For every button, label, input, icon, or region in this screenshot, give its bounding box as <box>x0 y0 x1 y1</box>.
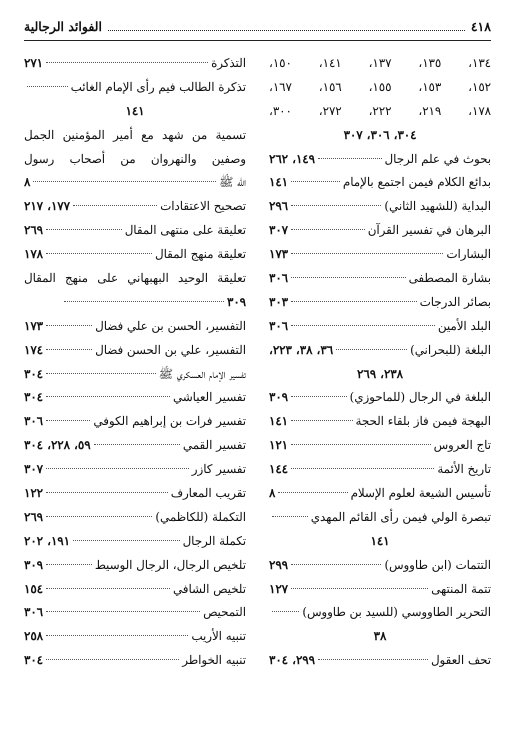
index-entry <box>24 601 246 625</box>
leader-dots <box>291 468 434 469</box>
entry-page-numbers: ٨ <box>269 486 276 501</box>
entry-title: البلغة (للبحراني) <box>410 342 491 357</box>
index-entry <box>269 554 491 578</box>
entry-title: البشارات <box>446 247 491 262</box>
index-entry <box>24 52 246 76</box>
entry-page-numbers: ٣٠٦ <box>269 271 289 286</box>
entry-page-numbers: ٢٥٨ <box>24 629 44 644</box>
entry-text-line <box>269 52 491 76</box>
entry-title: تقريب المعارف <box>170 486 246 501</box>
entry-title: تعليقة منهج المقال <box>155 247 246 262</box>
index-entry <box>269 291 491 315</box>
index-entry <box>24 339 246 363</box>
entry-title: تبصرة الولي فيمن رأى القائم المهدي <box>310 509 491 524</box>
entry-title: تذكرة الطالب فيم رأى الإمام الغائب <box>70 79 246 94</box>
entry-title: تفسير فرات بن إبراهيم الكوفي <box>93 414 246 429</box>
leader-dots <box>291 396 347 397</box>
entry-title: التحرير الطاووسي (للسيد بن طاووس) <box>302 605 491 620</box>
entry-title: تاريخ الأئمة <box>437 462 491 477</box>
index-entry <box>269 339 491 363</box>
index-entry <box>24 458 246 482</box>
entry-title: بصائر الدرجات <box>419 294 491 309</box>
leader-dots <box>291 564 381 565</box>
leader-dots <box>73 540 180 541</box>
entry-text: وصفين والنهروان من أصحاب رسول <box>24 151 246 166</box>
entry-page-numbers: ٢٩٦ <box>269 199 289 214</box>
leader-dots <box>291 444 431 445</box>
index-entry <box>269 482 491 506</box>
entry-page-numbers: ٣٠٤ <box>24 366 44 381</box>
entry-page-numbers: ٣٦، ٣٨، ٢٢٣، <box>269 342 334 357</box>
index-entry <box>24 243 246 267</box>
entry-title: البرهان في تفسير القرآن <box>367 223 491 238</box>
entry-continuation <box>24 291 246 315</box>
index-entry <box>269 386 491 410</box>
entry-page-numbers: ٣٠٤، ٣٠٦، ٣٠٧ <box>343 127 417 142</box>
entry-continuation <box>269 530 491 554</box>
entry-title: البلد الأمين <box>437 318 491 333</box>
entry-title: التمحيص <box>203 605 246 620</box>
entry-page-numbers: ٣٠٩ <box>269 390 289 405</box>
index-entry <box>24 625 246 649</box>
entry-page-numbers: ١٤١ <box>269 175 289 190</box>
leader-dots <box>46 516 152 517</box>
entry-title: التفسير، الحسن بن علي فضال <box>95 318 246 333</box>
entry-page-numbers: ١٧٣ <box>24 318 44 333</box>
index-entry <box>24 530 246 554</box>
entry-page-numbers: ١٢٧ <box>269 581 289 596</box>
header-leader-dots <box>108 30 465 31</box>
entry-page-numbers: ٣٠٦ <box>24 414 44 429</box>
entry-title: تنبيه الخواطر <box>182 653 246 668</box>
leader-dots <box>46 492 168 493</box>
index-entry <box>24 578 246 602</box>
entry-page-numbers: ٢٧١ <box>24 56 44 70</box>
entry-title: تفسير العياشي <box>172 390 246 405</box>
index-entry <box>24 219 246 243</box>
entry-continuation <box>269 124 491 148</box>
entry-page-numbers: ٣٠٤ <box>24 653 44 668</box>
leader-dots <box>291 181 340 182</box>
entry-page-numbers: ٣٠٩ <box>24 557 44 572</box>
entry-text-line <box>269 76 491 100</box>
entry-page-numbers: ٣٨ <box>373 629 387 644</box>
entry-text: ١٣٤، ١٣٥، ١٣٧، ١٤١، ١٥٠، <box>269 56 491 70</box>
leader-dots <box>46 373 156 374</box>
leader-dots <box>291 229 365 230</box>
entry-title: تصحيح الاعتقادات <box>160 199 246 214</box>
entry-title: البهجة فيمن فاز بلقاء الحجة <box>355 414 491 429</box>
index-entry <box>24 649 246 673</box>
entry-page-numbers: ٢٦٩ <box>24 509 44 524</box>
entry-continuation <box>269 363 491 387</box>
entry-page-numbers: ١٧٣ <box>269 247 289 262</box>
leader-dots <box>46 659 179 660</box>
entry-text-line <box>24 267 246 291</box>
leader-dots <box>46 588 170 589</box>
leader-dots <box>291 277 406 278</box>
entry-continuation <box>24 100 246 124</box>
book-title: الفوائد الرجالية <box>24 18 102 34</box>
entry-page-numbers: ١٤٩، ٢٦٢ <box>269 151 315 166</box>
entry-page-numbers: ٣٠٦ <box>24 605 44 620</box>
index-entry <box>24 363 246 387</box>
index-entry <box>269 506 491 530</box>
entry-page-numbers: ٣٠٤ <box>24 390 44 405</box>
entry-title: تكملة الرجال <box>182 533 246 548</box>
leader-dots <box>318 158 382 159</box>
leader-dots <box>27 86 68 87</box>
entry-page-numbers: ١٧٤ <box>24 342 44 357</box>
index-entry <box>269 434 491 458</box>
index-entry <box>269 243 491 267</box>
leader-dots <box>46 349 92 350</box>
index-entry <box>24 386 246 410</box>
entry-page-numbers: ١٧٨ <box>24 247 44 262</box>
leader-dots <box>46 229 122 230</box>
leader-dots <box>272 611 299 612</box>
entry-title: بدائع الكلام فيمن اجتمع بالإمام <box>342 175 491 190</box>
entry-page-numbers: ٢٩٩، ٣٠٤ <box>269 653 315 668</box>
leader-dots <box>46 468 189 469</box>
entry-page-numbers: ١٧٧، ٢١٧ <box>24 199 70 214</box>
leader-dots <box>291 253 443 254</box>
entry-page-numbers: ١٢٢ <box>24 486 44 501</box>
entry-page-numbers: ٢٩٩ <box>269 557 289 572</box>
entry-title: تنبيه الأريب <box>191 629 246 644</box>
entry-page-numbers: ٣٠٣ <box>269 294 289 309</box>
entry-page-numbers: ١٩١، ٢٠٢ <box>24 533 70 548</box>
entry-page-numbers: ٥٩، ٢٢٨، ٣٠٤ <box>24 438 91 453</box>
entry-text-line <box>24 124 246 148</box>
leader-dots <box>46 396 170 397</box>
index-entry <box>269 578 491 602</box>
leader-dots <box>291 205 381 206</box>
leader-dots <box>291 301 417 302</box>
index-entry <box>269 219 491 243</box>
entry-text-line <box>24 148 246 172</box>
index-entry <box>24 482 246 506</box>
index-column-left <box>24 52 246 673</box>
entry-page-numbers: ٣٠٩ <box>226 294 246 309</box>
page-number: ٤١٨ <box>470 18 491 34</box>
leader-dots <box>46 564 92 565</box>
leader-dots <box>46 325 92 326</box>
entry-page-numbers: ٨ <box>24 175 31 190</box>
entry-title: تتمة المنتهى <box>431 581 491 596</box>
index-entry <box>24 195 246 219</box>
entry-title: الله ﷺ <box>219 175 246 190</box>
entry-title: البداية (للشهيد الثاني) <box>384 199 491 214</box>
index-entry <box>269 601 491 625</box>
entry-title: التكملة (للكاظمي) <box>155 509 246 524</box>
entry-page-numbers: ١٥٤ <box>24 581 44 596</box>
leader-dots <box>291 588 428 589</box>
index-entry <box>269 195 491 219</box>
running-header <box>24 16 491 36</box>
entry-title: تاج العروس <box>433 438 491 453</box>
entry-title: تلخيص الرجال، الرجال الوسيط <box>94 557 246 572</box>
leader-dots <box>46 611 200 612</box>
leader-dots <box>64 301 224 302</box>
leader-dots <box>336 349 407 350</box>
leader-dots <box>46 635 188 636</box>
leader-dots <box>46 253 152 254</box>
index-entry <box>269 267 491 291</box>
entry-continuation <box>269 625 491 649</box>
index-entry <box>269 315 491 339</box>
entry-title: التتمات (ابن طاووس) <box>384 557 491 572</box>
entry-page-numbers: ١٤١ <box>125 103 145 118</box>
entry-title: البلغة في الرجال (للماحوزي) <box>349 390 491 405</box>
index-entry <box>24 315 246 339</box>
header-rule <box>24 40 491 41</box>
entry-title: بشارة المصطفى <box>408 271 491 286</box>
leader-dots <box>94 444 180 445</box>
entry-page-numbers: ١٤١ <box>370 533 390 548</box>
entry-page-numbers: ١٤١ <box>269 414 289 429</box>
entry-text-line <box>269 100 491 124</box>
index-entry <box>24 76 246 100</box>
leader-dots <box>318 659 428 660</box>
leader-dots <box>33 181 216 182</box>
entry-page-numbers: ٣٠٦ <box>269 318 289 333</box>
index-entry <box>269 458 491 482</box>
entry-page-numbers: ٢٣٨، ٢٦٩ <box>357 366 403 381</box>
index-entry <box>269 649 491 673</box>
entry-page-numbers: ١٤٤ <box>269 462 289 477</box>
entry-title: التفسير، علي بن الحسن فضال <box>95 342 246 357</box>
index-entry <box>269 148 491 172</box>
entry-title: تفسير الإمام العسكري ﷺ <box>158 366 246 381</box>
index-column-right <box>269 52 491 673</box>
leader-dots <box>291 325 435 326</box>
entry-title: تأسيس الشيعة لعلوم الإسلام <box>350 486 491 501</box>
entry-title: تفسير القمي <box>182 438 246 453</box>
leader-dots <box>73 205 157 206</box>
entry-title: تفسير كازر <box>191 462 246 477</box>
entry-title: تحف العقول <box>430 653 491 668</box>
entry-text: تعليقة الوحيد البهبهاني على منهج المقال <box>24 271 246 286</box>
entry-page-numbers: ٣٠٧ <box>269 223 289 238</box>
index-entry <box>24 506 246 530</box>
index-entry <box>24 410 246 434</box>
index-entry <box>269 171 491 195</box>
entry-title: تلخيص الشافي <box>172 581 246 596</box>
entry-title: التذكرة <box>211 56 246 70</box>
entry-title: بحوث في علم الرجال <box>384 151 491 166</box>
leader-dots <box>291 420 353 421</box>
index-entry <box>269 410 491 434</box>
entry-page-numbers: ٢٦٩ <box>24 223 44 238</box>
entry-page-numbers: ١٢١ <box>269 438 289 453</box>
index-entry <box>24 434 246 458</box>
index-entry <box>24 171 246 195</box>
entry-text: ١٧٨، ٢١٩، ٢٢٢، ٢٧٢، ٣٠٠، <box>269 103 491 118</box>
entry-text: تسمية من شهد مع أمير المؤمنين الجمل <box>24 127 246 142</box>
leader-dots <box>46 420 90 421</box>
leader-dots <box>272 516 308 517</box>
index-entry <box>24 554 246 578</box>
leader-dots <box>278 492 347 493</box>
entry-page-numbers: ٣٠٧ <box>24 462 44 477</box>
leader-dots <box>46 62 208 63</box>
entry-title: تعليقة على منتهى المقال <box>124 223 246 238</box>
entry-text: ١٥٢، ١٥٣، ١٥٥، ١٥٦، ١٦٧، <box>269 79 491 94</box>
